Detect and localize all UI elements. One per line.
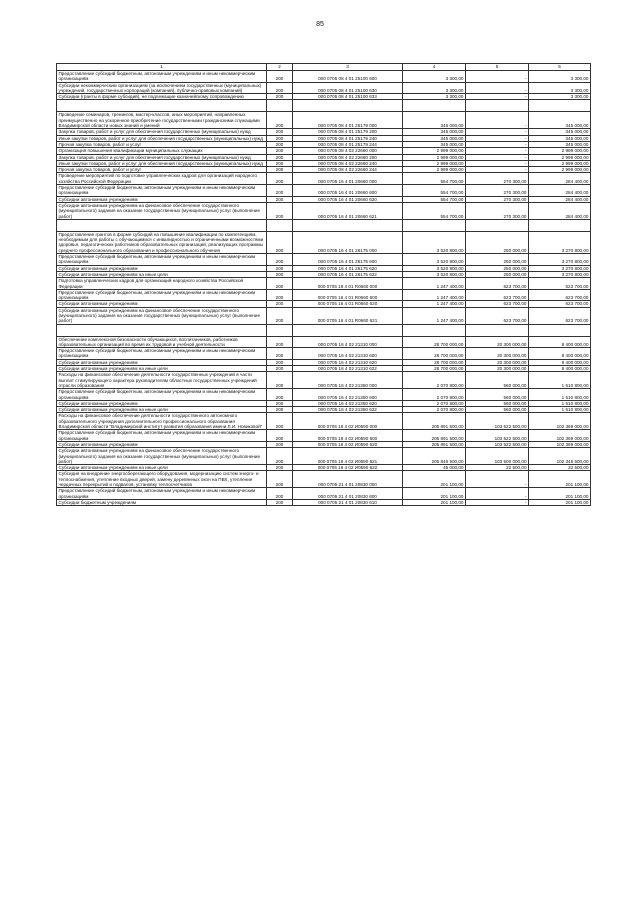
spacer-cell — [267, 100, 293, 112]
row-description: Прочая закупка товаров, работ и услуг — [57, 141, 267, 147]
row-description: Субсидия на внедрение энергосберегающего оборудования, модернизацию систем энерго- и теплоснабжения, утепление входных дверей, замену деревянных окон на ПВХ, утепление чердачных перекрытий и подвалов, установку теплосчетчиков — [57, 471, 267, 488]
row-budget-code: 000 0705 16 4 01 R0660 621 — [293, 307, 403, 324]
row-description: Субсидии автономным учреждениям на финансовое обеспечение государственного (муниципального) задания на оказание государственных (муниципальных) услуг (выполнение работ) — [57, 202, 267, 219]
row-amount-regional: 22 500,00 — [529, 465, 591, 471]
row-line-code: 200 — [267, 148, 293, 154]
row-amount-federal: 20 300 000,00 — [466, 366, 529, 372]
row-amount-regional: 1 510 800,00 — [529, 372, 591, 389]
row-amount-regional: 3 300,00 — [529, 82, 591, 94]
row-amount-total: 205 891 500,00 — [403, 413, 466, 430]
row-description: Субсидии автономным учреждениям — [57, 265, 267, 271]
row-description: Предоставление грантов в форме субсидий на повышение квалификации по компетенциям, необходимым для работы с обучающимися с инвалидностью и ограниченными возможностями здоровья, педагогических работников образовательных организаций, реализующих программы среднего профессионального образования и профессионального обучения — [57, 231, 267, 253]
row-amount-regional: 345 000,00 — [529, 141, 591, 147]
row-budget-code: 000 0705 08 4 01 25100 633 — [293, 94, 403, 100]
row-line-code: 200 — [267, 499, 293, 505]
table-row — [57, 185, 591, 197]
row-amount-federal: 270 300,00 — [466, 202, 529, 219]
row-description: Расходы на финансовое обеспечение деятельности государственных учреждений в части выплат стимулирующего характера руководителям областных государственных учреждений отрасли образования — [57, 372, 267, 389]
row-description: Субсидии бюджетным учреждениям — [57, 499, 267, 505]
row-line-code: 200 — [267, 301, 293, 307]
row-budget-code: 000 0705 21 4 01 20830 000 — [293, 471, 403, 488]
column-header: 3 — [293, 64, 403, 71]
row-budget-code: 000 0705 16 4 02 И0590 600 — [293, 430, 403, 442]
table-row — [57, 231, 591, 253]
table-row — [57, 389, 591, 401]
row-description: Предоставление субсидий бюджетным, автономным учреждениям и иным некоммерческим организациям — [57, 488, 267, 500]
row-line-code: 200 — [267, 413, 293, 430]
row-description: Закупка товаров, работ и услуг для обеспечения государственных (муниципальных) нужд — [57, 154, 267, 160]
row-amount-federal: - — [466, 129, 529, 135]
row-budget-code: 000 0705 16 4 01 20660 600 — [293, 185, 403, 197]
row-amount-federal: - — [466, 167, 529, 173]
row-amount-total: 1 247 400,00 — [403, 289, 466, 301]
row-description: Предоставление субсидий бюджетным, автономным учреждениям и иным некоммерческим организациям — [57, 389, 267, 401]
row-amount-federal: 103 522 500,00 — [466, 413, 529, 430]
row-amount-federal: 623 700,00 — [466, 307, 529, 324]
row-budget-code: 000 0705 08 4 01 25179 200 — [293, 129, 403, 135]
table-row — [57, 254, 591, 266]
table-row — [57, 202, 591, 219]
row-budget-code: 000 0705 21 4 01 20830 600 — [293, 488, 403, 500]
row-amount-total: 2 999 000,00 — [403, 148, 466, 154]
row-amount-total: 554 700,00 — [403, 202, 466, 219]
row-amount-total: 201 100,00 — [403, 488, 466, 500]
row-amount-total: 205 891 500,00 — [403, 441, 466, 447]
row-description: Предоставление субсидий бюджетным, автономным учреждениям и иным некоммерческим организациям — [57, 254, 267, 266]
row-amount-total: 554 700,00 — [403, 196, 466, 202]
row-description: Субсидии автономным учреждениям на финансовое обеспечение государственного (муниципального) задания на оказание государственных (муниципальных) услуг (выполнение работ) — [57, 307, 267, 324]
row-amount-regional: 102 369 000,00 — [529, 441, 591, 447]
row-description: Прочая закупка товаров, работ и услуг — [57, 167, 267, 173]
row-line-code: 200 — [267, 372, 293, 389]
row-amount-regional: 284 400,00 — [529, 202, 591, 219]
row-line-code: 200 — [267, 173, 293, 185]
spacer-cell — [293, 100, 403, 112]
row-amount-total: 28 700 000,00 — [403, 348, 466, 360]
row-line-code: 200 — [267, 196, 293, 202]
row-budget-code: 000 0705 16 4 02 21350 620 — [293, 400, 403, 406]
row-amount-regional: 8 400 000,00 — [529, 359, 591, 365]
row-line-code: 200 — [267, 359, 293, 365]
row-line-code: 200 — [267, 254, 293, 266]
row-budget-code: 000 0705 08 4 01 25179 000 — [293, 112, 403, 129]
row-amount-total: 3 520 800,00 — [403, 254, 466, 266]
row-amount-regional: 2 999 000,00 — [529, 160, 591, 166]
table-row — [57, 173, 591, 185]
row-amount-regional: 284 400,00 — [529, 185, 591, 197]
table-row — [57, 196, 591, 202]
row-amount-regional: 3 270 800,00 — [529, 271, 591, 277]
row-amount-total: 2 070 800,00 — [403, 389, 466, 401]
row-line-code: 200 — [267, 289, 293, 301]
row-amount-total: 3 520 800,00 — [403, 271, 466, 277]
table-row — [57, 366, 591, 372]
row-line-code: 200 — [267, 488, 293, 500]
row-description: Субсидии автономным учреждениям — [57, 196, 267, 202]
row-amount-total: 2 070 800,00 — [403, 400, 466, 406]
row-description: Субсидии автономным учреждениям на иные цели — [57, 366, 267, 372]
spacer-row — [57, 324, 591, 336]
row-amount-total: 3 520 800,00 — [403, 231, 466, 253]
table-row — [57, 348, 591, 360]
row-amount-federal: 103 522 500,00 — [466, 441, 529, 447]
row-line-code: 200 — [267, 135, 293, 141]
row-amount-regional: 345 000,00 — [529, 135, 591, 141]
spacer-cell — [529, 100, 591, 112]
row-amount-federal: 250 000,00 — [466, 271, 529, 277]
row-amount-federal: 270 300,00 — [466, 173, 529, 185]
row-budget-code: 000 0705 16 4 02 21350 622 — [293, 407, 403, 413]
table-row — [57, 430, 591, 442]
row-amount-regional: 2 999 000,00 — [529, 154, 591, 160]
row-amount-federal: - — [466, 141, 529, 147]
row-budget-code: 000 0705 16 4 02 21310 000 — [293, 336, 403, 348]
row-amount-federal: 250 000,00 — [466, 265, 529, 271]
row-budget-code: 000 0705 16 4 01 20660 620 — [293, 196, 403, 202]
table-row — [57, 71, 591, 83]
table-row — [57, 265, 591, 271]
row-line-code: 200 — [267, 112, 293, 129]
row-line-code: 200 — [267, 160, 293, 166]
row-budget-code: 000 0705 16 4 02 21310 600 — [293, 348, 403, 360]
table-row — [57, 488, 591, 500]
row-amount-regional: 8 400 000,00 — [529, 336, 591, 348]
row-amount-total: 554 700,00 — [403, 173, 466, 185]
row-line-code: 200 — [267, 278, 293, 290]
row-amount-regional: 3 270 800,00 — [529, 254, 591, 266]
row-amount-federal: - — [466, 154, 529, 160]
row-amount-regional: 1 510 800,00 — [529, 407, 591, 413]
row-line-code: 200 — [267, 129, 293, 135]
row-line-code: 200 — [267, 448, 293, 465]
row-amount-total: 205 891 500,00 — [403, 430, 466, 442]
row-budget-code: 000 0705 16 4 02 21310 622 — [293, 366, 403, 372]
row-amount-regional: 3 270 800,00 — [529, 231, 591, 253]
row-amount-regional: 2 999 000,00 — [529, 148, 591, 154]
row-amount-federal: - — [466, 94, 529, 100]
row-budget-code: 000 0705 21 4 01 20830 610 — [293, 499, 403, 505]
row-budget-code: 000 0705 16 4 01 R0660 000 — [293, 278, 403, 290]
row-description: Субсидии автономным учреждениям на иные цели — [57, 407, 267, 413]
table-row — [57, 407, 591, 413]
table-row — [57, 400, 591, 406]
spacer-cell — [57, 324, 267, 336]
row-line-code: 200 — [267, 465, 293, 471]
row-amount-regional: 3 300,00 — [529, 94, 591, 100]
row-description: Субсидии автономным учреждениям — [57, 359, 267, 365]
row-budget-code: 000 0705 16 4 01 26175 622 — [293, 271, 403, 277]
row-amount-regional: 623 700,00 — [529, 289, 591, 301]
page-number: 85 — [316, 21, 324, 28]
row-amount-federal: - — [466, 148, 529, 154]
table-row — [57, 372, 591, 389]
table-row — [57, 359, 591, 365]
row-amount-federal: - — [466, 471, 529, 488]
table-row — [57, 441, 591, 447]
row-budget-code: 000 0705 16 4 01 20660 621 — [293, 202, 403, 219]
row-description: Субсидии автономным учреждениям на иные цели — [57, 271, 267, 277]
spacer-cell — [466, 100, 529, 112]
row-description: Иные закупки товаров, работ и услуг для обеспечения государственных (муниципальных) нужд — [57, 135, 267, 141]
row-description: Субсидии (гранты в форме субсидий), не подлежащие казначейскому сопровождению — [57, 94, 267, 100]
row-line-code: 200 — [267, 389, 293, 401]
row-amount-federal: 20 300 000,00 — [466, 336, 529, 348]
row-amount-regional: 3 300,00 — [529, 71, 591, 83]
row-amount-regional: 623 700,00 — [529, 278, 591, 290]
row-amount-total: 345 000,00 — [403, 141, 466, 147]
row-amount-federal: - — [466, 160, 529, 166]
row-amount-regional: 623 700,00 — [529, 307, 591, 324]
spacer-cell — [529, 324, 591, 336]
spacer-row — [57, 219, 591, 231]
table-row — [57, 413, 591, 430]
row-description: Закупка товаров, работ и услуг для обеспечения государственных (муниципальных) нужд — [57, 129, 267, 135]
row-amount-total: 28 700 000,00 — [403, 336, 466, 348]
row-budget-code: 000 0705 08 4 01 25179 244 — [293, 141, 403, 147]
row-amount-federal: - — [466, 135, 529, 141]
row-line-code: 200 — [267, 430, 293, 442]
row-amount-regional: 102 346 500,00 — [529, 448, 591, 465]
row-amount-federal: 560 000,00 — [466, 372, 529, 389]
row-budget-code: 000 0705 16 4 02 21350 600 — [293, 389, 403, 401]
row-description: Проведение семинаров, тренингов, мастер-классов, иных мероприятий, направленных преимущественно на ускоренное приобретение государственными гражданскими служащими Владимирской области новых знаний и умений — [57, 112, 267, 129]
row-amount-total: 345 000,00 — [403, 112, 466, 129]
spacer-cell — [403, 100, 466, 112]
row-amount-total: 345 000,00 — [403, 129, 466, 135]
row-amount-total: 201 100,00 — [403, 471, 466, 488]
row-budget-code: 000 0705 16 4 02 И0590 622 — [293, 465, 403, 471]
row-budget-code: 000 0705 16 4 01 26175 600 — [293, 254, 403, 266]
row-line-code: 200 — [267, 231, 293, 253]
row-amount-federal: 103 522 500,00 — [466, 430, 529, 442]
row-line-code: 200 — [267, 154, 293, 160]
row-budget-code: 000 0705 08 4 01 25179 240 — [293, 135, 403, 141]
row-line-code: 200 — [267, 271, 293, 277]
column-header: 4 — [403, 64, 466, 71]
row-amount-total: 1 247 400,00 — [403, 278, 466, 290]
row-amount-total: 2 070 800,00 — [403, 407, 466, 413]
row-description: Иные закупки товаров, работ и услуг для обеспечения государственных (муниципальных) нужд — [57, 160, 267, 166]
row-description: Подготовка управленческих кадров для организаций народного хозяйства Российской Федерации — [57, 278, 267, 290]
row-line-code: 200 — [267, 94, 293, 100]
spacer-cell — [293, 219, 403, 231]
row-amount-total: 3 300,00 — [403, 71, 466, 83]
table-row — [57, 307, 591, 324]
spacer-cell — [466, 324, 529, 336]
row-line-code: 200 — [267, 82, 293, 94]
row-description: Предоставление субсидий бюджетным, автономным учреждениям и иным некоммерческим организациям — [57, 430, 267, 442]
row-amount-federal: 560 000,00 — [466, 407, 529, 413]
row-amount-federal: 623 700,00 — [466, 278, 529, 290]
row-amount-regional: 1 510 800,00 — [529, 389, 591, 401]
spacer-cell — [57, 219, 267, 231]
row-budget-code: 000 0705 16 4 01 26175 000 — [293, 231, 403, 253]
row-budget-code: 000 0705 08 4 01 25100 600 — [293, 71, 403, 83]
row-amount-federal: - — [466, 488, 529, 500]
row-amount-total: 2 070 800,00 — [403, 372, 466, 389]
row-line-code: 200 — [267, 441, 293, 447]
spacer-cell — [57, 100, 267, 112]
table-row — [57, 465, 591, 471]
spacer-cell — [529, 219, 591, 231]
row-amount-federal: - — [466, 71, 529, 83]
row-budget-code: 000 0705 16 4 01 R0660 600 — [293, 289, 403, 301]
row-description: Организация повышения квалификации муниципальных служащих — [57, 148, 267, 154]
row-description: Субсидии автономным учреждениям — [57, 400, 267, 406]
row-amount-regional: 8 400 000,00 — [529, 348, 591, 360]
row-amount-total: 201 100,00 — [403, 499, 466, 505]
row-budget-code: 000 0705 16 4 01 R0660 620 — [293, 301, 403, 307]
row-amount-federal: - — [466, 499, 529, 505]
row-amount-federal: 623 700,00 — [466, 301, 529, 307]
row-amount-total: 345 000,00 — [403, 135, 466, 141]
row-line-code: 200 — [267, 336, 293, 348]
row-amount-regional: 8 400 000,00 — [529, 366, 591, 372]
spacer-cell — [267, 219, 293, 231]
row-description: Субсидии некоммерческим организациям (за исключением государственных (муниципальных) учреждений, государственных корпораций (компаний), публично-правовых компаний) — [57, 82, 267, 94]
row-amount-regional: 1 510 800,00 — [529, 400, 591, 406]
row-budget-code: 000 0705 16 4 02 И0590 621 — [293, 448, 403, 465]
column-header: 6 — [529, 64, 591, 71]
table-row — [57, 336, 591, 348]
row-description: Субсидии автономным учреждениям на иные цели — [57, 465, 267, 471]
row-amount-regional: 345 000,00 — [529, 129, 591, 135]
row-line-code: 200 — [267, 407, 293, 413]
row-line-code: 200 — [267, 202, 293, 219]
row-budget-code: 000 0705 16 4 01 26175 620 — [293, 265, 403, 271]
row-amount-regional: 102 369 000,00 — [529, 413, 591, 430]
row-amount-total: 2 999 000,00 — [403, 160, 466, 166]
row-amount-total: 1 247 400,00 — [403, 301, 466, 307]
header-row — [57, 64, 591, 71]
row-line-code: 200 — [267, 307, 293, 324]
row-description: Субсидии автономным учреждениям — [57, 301, 267, 307]
row-budget-code: 000 0705 16 4 02 21350 000 — [293, 372, 403, 389]
row-amount-regional: 623 700,00 — [529, 301, 591, 307]
row-description: Субсидии автономным учреждениям на финансовое обеспечение государственного (муниципального) задания на оказание государственных (муниципальных) услуг (выполнение работ) — [57, 448, 267, 465]
row-amount-federal: 560 000,00 — [466, 400, 529, 406]
row-amount-total: 3 520 800,00 — [403, 265, 466, 271]
row-budget-code: 000 0705 08 4 02 22660 240 — [293, 160, 403, 166]
row-line-code: 200 — [267, 141, 293, 147]
spacer-cell — [267, 324, 293, 336]
row-budget-code: 000 0705 08 4 02 22660 000 — [293, 148, 403, 154]
row-line-code: 200 — [267, 400, 293, 406]
row-budget-code: 000 0705 16 4 02 И0590 620 — [293, 441, 403, 447]
row-description: Предоставление субсидий бюджетным, автономным учреждениям и иным некоммерческим организациям — [57, 71, 267, 83]
row-line-code: 200 — [267, 348, 293, 360]
table-row — [57, 499, 591, 505]
row-amount-total: 3 300,00 — [403, 94, 466, 100]
row-amount-federal: 270 300,00 — [466, 185, 529, 197]
row-line-code: 200 — [267, 471, 293, 488]
row-amount-federal: - — [466, 112, 529, 129]
row-description: Субсидии автономным учреждениям — [57, 441, 267, 447]
row-amount-regional: 3 270 800,00 — [529, 265, 591, 271]
table-row — [57, 82, 591, 94]
row-amount-regional: 284 400,00 — [529, 196, 591, 202]
row-amount-total: 3 300,00 — [403, 82, 466, 94]
row-description: Обеспечение комплексной безопасности обучающихся, воспитанников, работников образовательных организаций во время их трудовой и учебной деятельности — [57, 336, 267, 348]
row-amount-total: 45 000,00 — [403, 465, 466, 471]
table-row — [57, 448, 591, 465]
row-budget-code: 000 0705 16 4 02 21310 620 — [293, 359, 403, 365]
row-amount-total: 205 846 500,00 — [403, 448, 466, 465]
budget-table — [56, 63, 591, 506]
row-amount-federal: 20 300 000,00 — [466, 348, 529, 360]
row-line-code: 200 — [267, 265, 293, 271]
table-row — [57, 471, 591, 488]
row-description: Проведение мероприятий по подготовке управленческих кадров для организаций народного хозяйства Российской Федерации — [57, 173, 267, 185]
row-amount-federal: 20 300 000,00 — [466, 359, 529, 365]
column-header: 2 — [267, 64, 293, 71]
row-amount-regional: 345 000,00 — [529, 112, 591, 129]
row-line-code: 200 — [267, 71, 293, 83]
column-header: 5 — [466, 64, 529, 71]
row-amount-regional: 201 100,00 — [529, 488, 591, 500]
row-line-code: 200 — [267, 366, 293, 372]
row-amount-regional: 201 100,00 — [529, 471, 591, 488]
row-budget-code: 000 0705 08 4 01 25100 630 — [293, 82, 403, 94]
row-line-code: 200 — [267, 167, 293, 173]
table-row — [57, 271, 591, 277]
row-description: Предоставление субсидий бюджетным, автономным учреждениям и иным некоммерческим организациям — [57, 348, 267, 360]
row-budget-code: 000 0705 16 4 02 И0590 000 — [293, 413, 403, 430]
row-amount-federal: 250 000,00 — [466, 254, 529, 266]
row-amount-total: 1 247 400,00 — [403, 307, 466, 324]
row-amount-regional: 284 400,00 — [529, 173, 591, 185]
table-body — [57, 71, 591, 506]
column-header: 1 — [57, 64, 267, 71]
row-amount-federal: 22 500,00 — [466, 465, 529, 471]
row-budget-code: 000 0705 08 4 02 22660 200 — [293, 154, 403, 160]
row-amount-total: 28 700 000,00 — [403, 359, 466, 365]
row-description: Расходы на финансовое обеспечение деятельности государственного автономного образовательного учреждения дополнительного профессионального образования Владимирской области "Владимирский институт развития образования имени Л.И. Новиковой" — [57, 413, 267, 430]
table-row — [57, 301, 591, 307]
row-amount-regional: 2 999 000,00 — [529, 167, 591, 173]
row-line-code: 200 — [267, 185, 293, 197]
row-amount-federal: 103 500 000,00 — [466, 448, 529, 465]
table-row — [57, 289, 591, 301]
spacer-cell — [466, 219, 529, 231]
row-amount-total: 2 999 000,00 — [403, 154, 466, 160]
spacer-cell — [293, 324, 403, 336]
spacer-cell — [403, 324, 466, 336]
table-row — [57, 278, 591, 290]
row-budget-code: 000 0705 08 4 02 22660 244 — [293, 167, 403, 173]
row-amount-total: 28 700 000,00 — [403, 366, 466, 372]
row-amount-federal: 250 000,00 — [466, 231, 529, 253]
row-amount-federal: 623 700,00 — [466, 289, 529, 301]
row-amount-federal: 560 000,00 — [466, 389, 529, 401]
row-amount-federal: 270 300,00 — [466, 196, 529, 202]
row-description: Предоставление субсидий бюджетным, автономным учреждениям и иным некоммерческим организациям — [57, 185, 267, 197]
row-amount-regional: 201 100,00 — [529, 499, 591, 505]
row-amount-federal: - — [466, 82, 529, 94]
row-description: Предоставление субсидий бюджетным, автономным учреждениям и иным некоммерческим организациям — [57, 289, 267, 301]
row-amount-total: 2 999 000,00 — [403, 167, 466, 173]
row-amount-total: 554 700,00 — [403, 185, 466, 197]
table-row — [57, 112, 591, 129]
spacer-cell — [403, 219, 466, 231]
row-amount-regional: 102 369 000,00 — [529, 430, 591, 442]
spacer-row — [57, 100, 591, 112]
row-budget-code: 000 0705 16 4 01 20660 000 — [293, 173, 403, 185]
